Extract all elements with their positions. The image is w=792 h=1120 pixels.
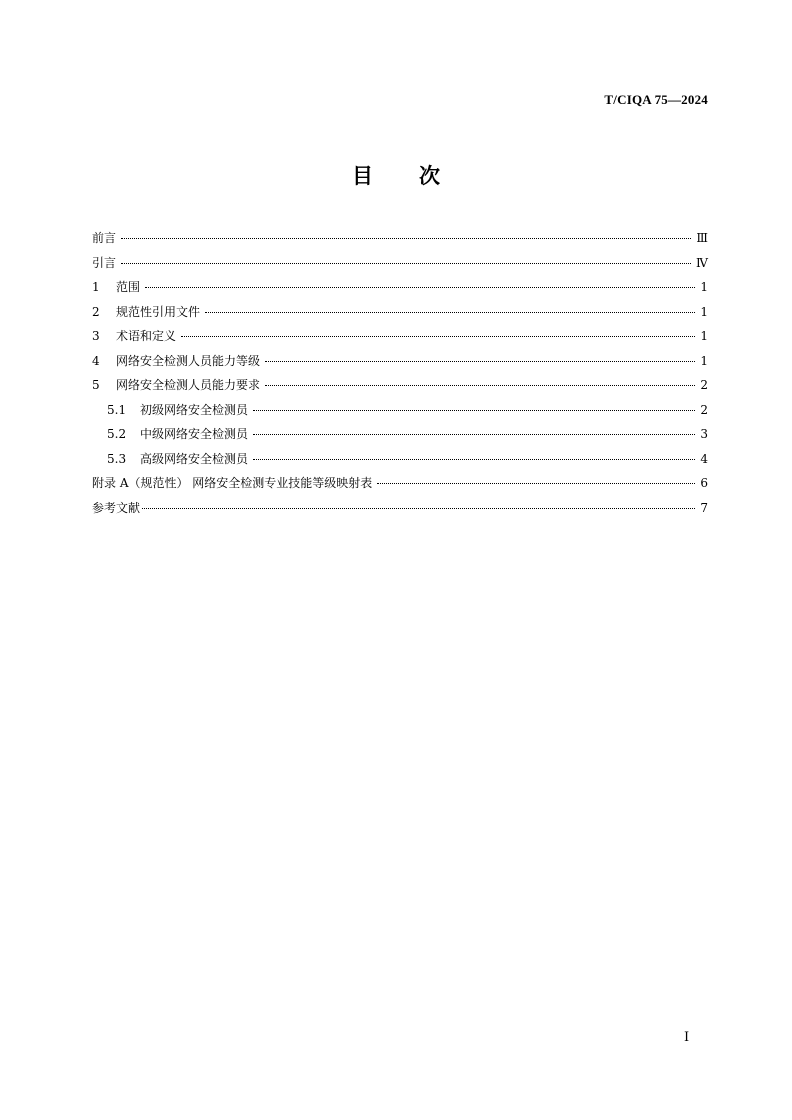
dot-leader <box>253 410 695 411</box>
standard-code: T/CIQA 75—2024 <box>604 92 708 107</box>
toc-entry-competency-requirements[interactable] <box>92 373 708 398</box>
toc-entry-bibliography[interactable] <box>92 496 708 521</box>
toc-entry-page: 1 <box>700 304 708 319</box>
toc-entry-page: 2 <box>700 402 708 417</box>
toc-title: 目次 <box>352 164 486 188</box>
toc-entry-label: 前言 <box>92 231 117 245</box>
toc-entry-number: 1 <box>92 280 100 294</box>
dot-leader <box>181 336 695 337</box>
toc-entry-page: Ⅳ <box>696 255 708 270</box>
toc-entry-page: Ⅲ <box>696 231 708 245</box>
toc-entry-number: 2 <box>92 304 100 319</box>
toc-entry-appendix-a[interactable] <box>92 471 708 496</box>
toc-entry-label: 范围 <box>116 280 141 294</box>
toc-entry-competency-levels[interactable] <box>92 349 708 374</box>
dot-leader <box>377 483 695 484</box>
toc-entry-label: 规范性引用文件 <box>116 304 201 319</box>
toc-entry-senior-inspector[interactable] <box>92 447 708 472</box>
toc-entry-page: 6 <box>700 476 708 490</box>
toc-entry-number: 5 <box>92 378 100 392</box>
toc-entry-normative-references[interactable] <box>92 300 708 325</box>
toc-entry-page: 4 <box>700 451 708 466</box>
toc-entry-terms-definitions[interactable] <box>92 324 708 349</box>
dot-leader <box>265 385 695 386</box>
page-number: I <box>684 1030 690 1045</box>
toc-entry-label: 初级网络安全检测员 <box>140 402 249 417</box>
dot-leader <box>121 263 691 264</box>
toc-entry-intermediate-inspector[interactable] <box>92 422 708 447</box>
toc-entry-page: 1 <box>700 329 708 343</box>
toc-entry-label: 网络安全检测人员能力等级 <box>116 353 261 368</box>
dot-leader <box>142 508 695 509</box>
dot-leader <box>253 434 695 435</box>
toc-entry-number: 4 <box>92 353 100 368</box>
toc-entry-number: 5.1 <box>107 402 127 417</box>
toc-entry-page: 7 <box>700 500 708 515</box>
toc-entry-number: 5.3 <box>107 451 127 466</box>
toc-entry-label: 术语和定义 <box>116 329 177 343</box>
dot-leader <box>253 459 695 460</box>
table-of-contents <box>92 226 708 520</box>
toc-entry-junior-inspector[interactable] <box>92 398 708 423</box>
toc-entry-number: 5.2 <box>107 427 127 441</box>
toc-entry-label: 网络安全检测人员能力要求 <box>116 378 261 392</box>
toc-entry-page: 3 <box>700 427 708 441</box>
toc-entry-number: 3 <box>92 329 100 343</box>
toc-entry-foreword[interactable] <box>92 226 708 251</box>
dot-leader <box>121 238 691 239</box>
toc-entry-page: 1 <box>700 280 708 294</box>
toc-entry-label: 附录 A（规范性） 网络安全检测专业技能等级映射表 <box>92 476 373 490</box>
dot-leader <box>145 287 695 288</box>
toc-entry-label: 中级网络安全检测员 <box>140 427 249 441</box>
dot-leader <box>265 361 695 362</box>
toc-entry-scope[interactable] <box>92 275 708 300</box>
toc-entry-page: 1 <box>700 353 708 368</box>
toc-entry-label: 高级网络安全检测员 <box>140 451 249 466</box>
toc-entry-label: 参考文献 <box>92 500 141 515</box>
toc-entry-introduction[interactable] <box>92 251 708 276</box>
dot-leader <box>205 312 695 313</box>
toc-entry-label: 引言 <box>92 255 117 270</box>
toc-entry-page: 2 <box>700 378 708 392</box>
